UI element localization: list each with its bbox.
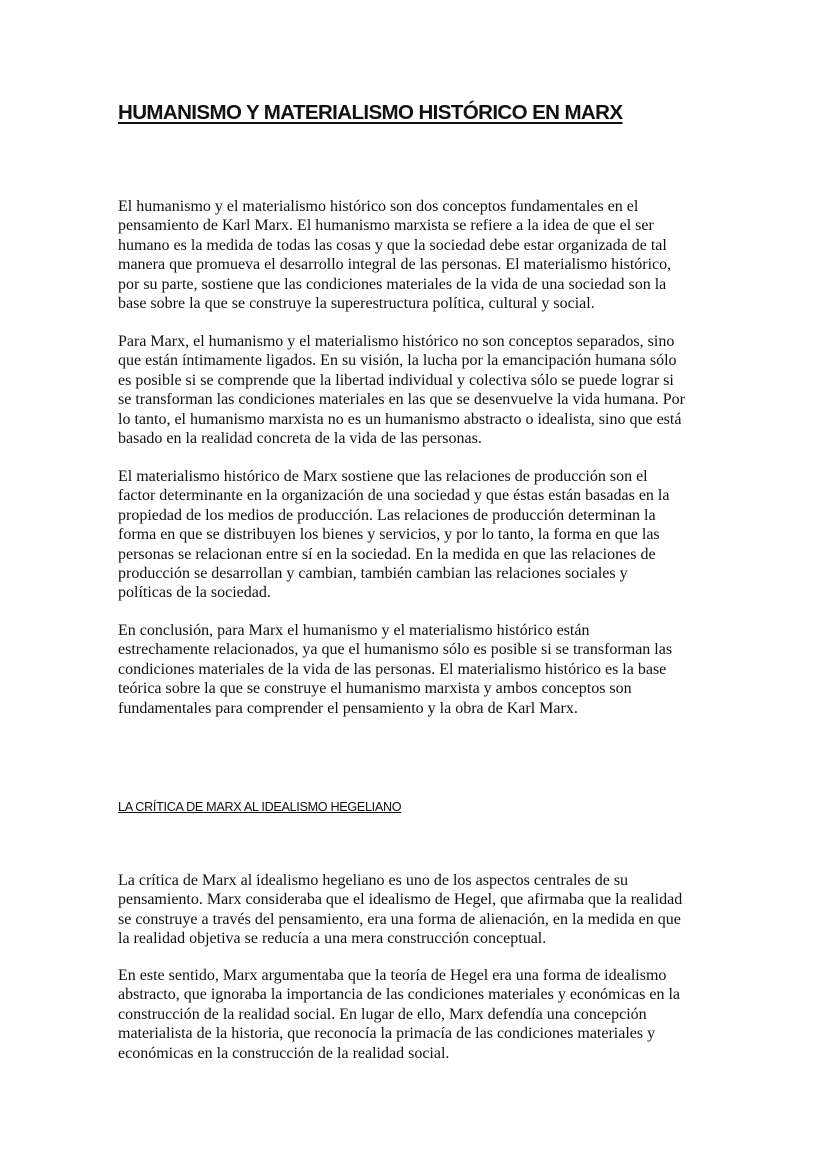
text-line: La crítica de Marx al idealismo hegeliano es uno de los aspectos centrales de su — [118, 872, 629, 889]
paragraph — [118, 332, 685, 448]
paragraph — [118, 966, 680, 1063]
text-line: que están íntimamente ligados. En su visión, la lucha por la emancipación humana sólo — [118, 352, 677, 370]
text-line: El humanismo y el materialismo histórico son dos conceptos fundamentales en el — [118, 198, 639, 215]
text-line: base sobre la que se construye la superestructura política, cultural y social. — [118, 295, 595, 313]
paragraph — [118, 197, 671, 313]
text-line: por su parte, sostiene que las condiciones materiales de la vida de una sociedad son la — [118, 275, 667, 293]
document-title: HUMANISMO Y MATERIALISMO HISTÓRICO EN MARX — [118, 101, 623, 124]
text-line: personas se relacionan entre sí en la sociedad. En la medida en que las relaciones de — [118, 545, 656, 563]
text-line: basado en la realidad concreta de la vida de las personas. — [118, 430, 482, 448]
text-line: factor determinante en la organización de una sociedad y que éstas están basadas en la — [118, 487, 670, 505]
section-heading: LA CRÍTICA DE MARX AL IDEALISMO HEGELIANO — [118, 800, 402, 814]
text-line: En conclusión, para Marx el humanismo y el materialismo histórico están — [118, 622, 590, 639]
text-line: En este sentido, Marx argumentaba que la teoría de Hegel era una forma de idealismo — [118, 967, 667, 984]
text-line: forma en que se distribuyen los bienes y servicios, y por lo tanto, la forma en que las — [118, 526, 660, 544]
text-line: pensamiento. Marx consideraba que el idealismo de Hegel, que afirmaba que la realidad — [118, 891, 683, 909]
text-line: teórica sobre la que se construye el humanismo marxista y ambos conceptos son — [118, 680, 632, 698]
paragraph — [118, 871, 682, 949]
paragraph — [118, 621, 672, 718]
text-line: manera que promueva el desarrollo integral de las personas. El materialismo histórico, — [118, 256, 672, 274]
text-line: producción se desarrollan y cambian, también cambian las relaciones sociales y — [118, 565, 628, 583]
text-line: condiciones materiales de la vida de las personas. El materialismo histórico es la base — [118, 660, 667, 678]
text-line: El materialismo histórico de Marx sostiene que las relaciones de producción son el — [118, 468, 648, 485]
text-line: la realidad objetiva se reducía a una mera construcción conceptual. — [118, 930, 547, 948]
text-line: abstracto, que ignoraba la importancia de las condiciones materiales y económicas en la — [118, 986, 680, 1004]
text-line: construcción de la realidad social. En lugar de ello, Marx defendía una concepción — [118, 1005, 647, 1023]
text-line: se transforman las condiciones materiales en las que se desenvuelve la vida humana. Por — [118, 391, 685, 409]
text-line: materialista de la historia, que reconocía la primacía de las condiciones materiales y — [118, 1025, 656, 1043]
text-line: pensamiento de Karl Marx. El humanismo marxista se refiere a la idea de que el ser — [118, 217, 654, 235]
text-line: económicas en la construcción de la realidad social. — [118, 1044, 450, 1062]
paragraph — [118, 467, 669, 603]
text-line: es posible si se comprende que la libertad individual y colectiva sólo se puede lograr si — [118, 371, 674, 389]
text-line: lo tanto, el humanismo marxista no es un humanismo abstracto o idealista, sino que está — [118, 410, 682, 428]
text-line: se construye a través del pensamiento, era una forma de alienación, en la medida en que — [118, 910, 681, 928]
text-line: políticas de la sociedad. — [118, 584, 271, 602]
text-line: estrechamente relacionados, ya que el humanismo sólo es posible si se transforman las — [118, 641, 673, 659]
text-line: propiedad de los medios de producción. Las relaciones de producción determinan la — [118, 506, 656, 524]
text-line: Para Marx, el humanismo y el materialismo histórico no son conceptos separados, sino — [118, 333, 675, 350]
text-line: fundamentales para comprender el pensamiento y la obra de Karl Marx. — [118, 699, 578, 717]
text-line: humano es la medida de todas las cosas y que la sociedad debe estar organizada de tal — [118, 236, 667, 254]
